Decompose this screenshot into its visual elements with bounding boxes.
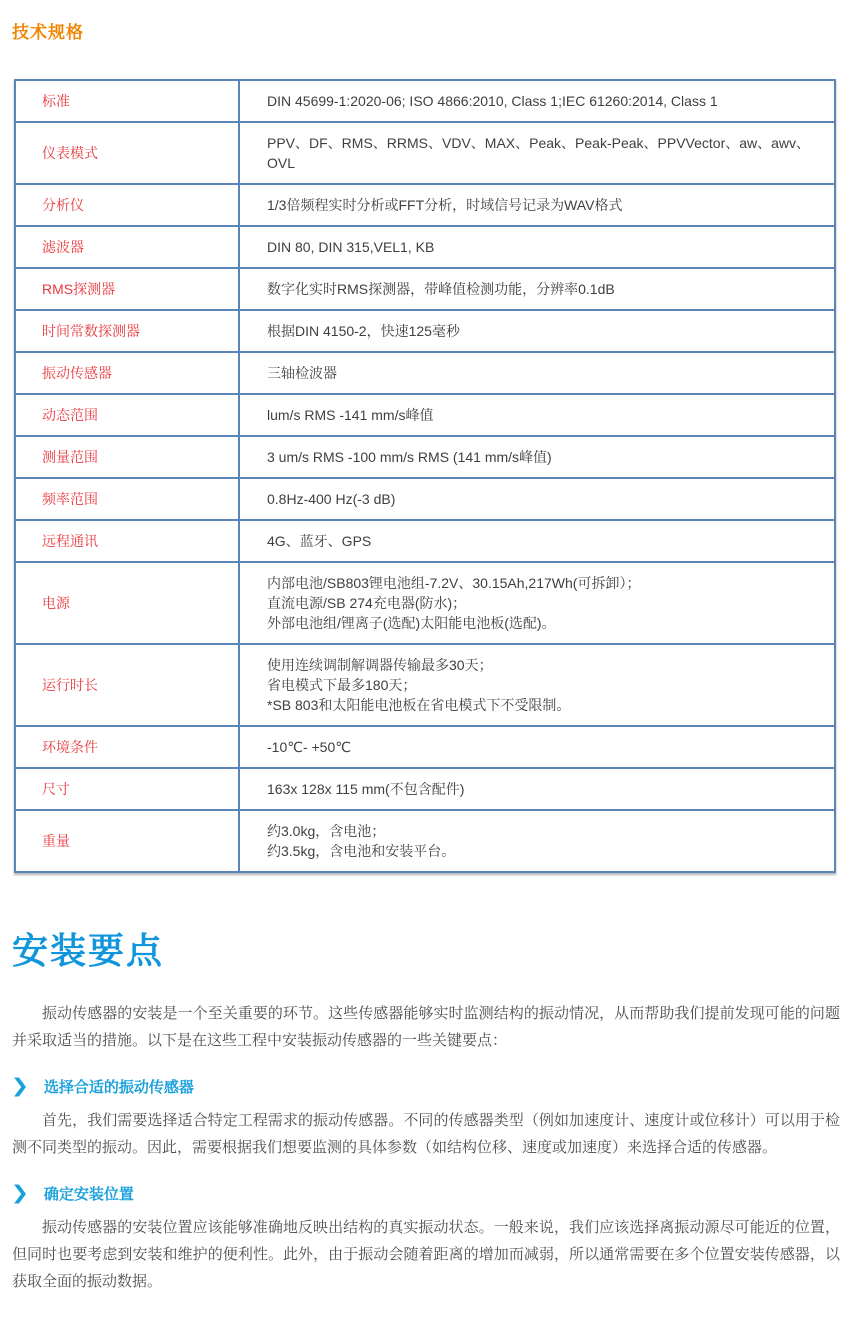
install-point-paragraph: 振动传感器的安装位置应该能够准确地反映出结构的真实振动状态。一般来说，我们应该选择离振动源尽可能近的位置，但同时也要考虑到安装和维护的便利性。此外，由于振动会随着距离的增加而减弱，所以通常需要在多个位置安装传感器，以获取全面的振动数据。 (12, 1219, 840, 1290)
chevron-right-icon: ❯ (10, 1075, 30, 1097)
spec-label: 电源 (15, 562, 239, 644)
spec-value-line: 0.8Hz-400 Hz(-3 dB) (267, 491, 396, 507)
spec-value-line: 4G、蓝牙、GPS (267, 533, 372, 549)
spec-value (239, 478, 835, 520)
spec-row (15, 80, 835, 122)
spec-value-line: 163x 128x 115 mm(不包含配件) (267, 781, 465, 797)
spec-value-line: 1/3倍频程实时分析或FFT分析，时域信号记录为WAV格式 (267, 197, 623, 213)
install-points (10, 1076, 840, 1295)
spec-row (15, 268, 835, 310)
spec-label: 振动传感器 (15, 352, 239, 394)
spec-row (15, 644, 835, 726)
spec-label: 尺寸 (15, 768, 239, 810)
install-point (10, 1183, 840, 1295)
spec-row (15, 478, 835, 520)
spec-row (15, 122, 835, 184)
chevron-right-icon: ❯ (10, 1182, 30, 1204)
spec-value-line: -10℃- +50℃ (267, 739, 351, 755)
spec-label: 远程通讯 (15, 520, 239, 562)
spec-value-line: *SB 803和太阳能电池板在省电模式下不受限制。 (267, 697, 571, 713)
spec-value (239, 352, 835, 394)
spec-label: 环境条件 (15, 726, 239, 768)
spec-value-line: 外部电池组/锂离子(选配)太阳能电池板(选配)。 (267, 615, 556, 631)
spec-table-body (15, 80, 835, 872)
spec-value-line: 省电模式下最多180天； (267, 677, 417, 693)
spec-value (239, 122, 835, 184)
install-section-heading: 安装要点 (12, 930, 165, 971)
install-point-title: 选择合适的振动传感器 (43, 1079, 194, 1096)
spec-value (239, 520, 835, 562)
install-point-heading (12, 1183, 840, 1204)
spec-label: 运行时长 (15, 644, 239, 726)
install-intro-paragraph: 振动传感器的安装是一个至关重要的环节。这些传感器能够实时监测结构的振动情况，从而帮助我们提前发现可能的问题并采取适当的措施。以下是在这些工程中安装振动传感器的一些关键要点： (12, 1005, 840, 1049)
install-point-paragraph: 首先，我们需要选择适合特定工程需求的振动传感器。不同的传感器类型（例如加速度计、速度计或位移计）可以用于检测不同类型的振动。因此，需要根据我们想要监测的具体参数（如结构位移、速度或加速度）来选择合适的传感器。 (12, 1112, 840, 1156)
spec-value-line: DIN 45699-1:2020-06; ISO 4866:2010, Class 1;IEC 61260:2014, Class 1 (267, 93, 718, 109)
spec-value (239, 562, 835, 644)
install-point (10, 1076, 840, 1161)
page-title: 技术规格 (12, 23, 84, 42)
spec-value (239, 268, 835, 310)
spec-label: 重量 (15, 810, 239, 872)
spec-label: 频率范围 (15, 478, 239, 520)
spec-value-line: 使用连续调制解调器传输最多30天； (267, 657, 493, 673)
spec-row (15, 226, 835, 268)
spec-value-line: lum/s RMS -141 mm/s峰值 (267, 407, 434, 423)
spec-value (239, 226, 835, 268)
spec-value (239, 644, 835, 726)
spec-value-line: 直流电源/SB 274充电器(防水)； (267, 595, 467, 611)
spec-value (239, 184, 835, 226)
spec-value (239, 810, 835, 872)
spec-value-line: 3 um/s RMS -100 mm/s RMS (141 mm/s峰值) (267, 449, 552, 465)
spec-row (15, 562, 835, 644)
spec-value-line: 根据DIN 4150-2，快速125毫秒 (267, 323, 460, 339)
spec-value (239, 436, 835, 478)
spec-value-line: 约3.5kg，含电池和安装平台。 (267, 843, 456, 859)
spec-label: 仪表模式 (15, 122, 239, 184)
spec-label: 动态范围 (15, 394, 239, 436)
spec-label: 标准 (15, 80, 239, 122)
spec-row (15, 520, 835, 562)
spec-label: 测量范围 (15, 436, 239, 478)
install-point-title: 确定安装位置 (43, 1186, 134, 1203)
spec-label: 滤波器 (15, 226, 239, 268)
spec-value-line: 内部电池/SB803锂电池组-7.2V、30.15Ah,217Wh(可拆卸）； (267, 575, 641, 591)
spec-value-line: PPV、DF、RMS、RRMS、VDV、MAX、Peak、Peak-Peak、PPVVector、aw、awv、OVL (267, 135, 811, 171)
spec-table (14, 79, 836, 873)
spec-value (239, 310, 835, 352)
spec-value-line: 三轴检波器 (267, 365, 337, 381)
spec-value-line: 数字化实时RMS探测器，带峰值检测功能，分辨率0.1dB (267, 281, 615, 297)
spec-value-line: 约3.0kg，含电池； (267, 823, 386, 839)
spec-value (239, 394, 835, 436)
spec-value (239, 768, 835, 810)
install-point-heading (12, 1076, 840, 1097)
spec-value (239, 726, 835, 768)
spec-row (15, 810, 835, 872)
spec-label: 分析仪 (15, 184, 239, 226)
spec-value-line: DIN 80, DIN 315,VEL1, KB (267, 239, 435, 255)
spec-row (15, 394, 835, 436)
spec-row (15, 436, 835, 478)
spec-label: RMS探测器 (15, 268, 239, 310)
spec-row (15, 768, 835, 810)
spec-row (15, 184, 835, 226)
spec-row (15, 352, 835, 394)
spec-value (239, 80, 835, 122)
spec-row (15, 310, 835, 352)
spec-row (15, 726, 835, 768)
spec-label: 时间常数探测器 (15, 310, 239, 352)
